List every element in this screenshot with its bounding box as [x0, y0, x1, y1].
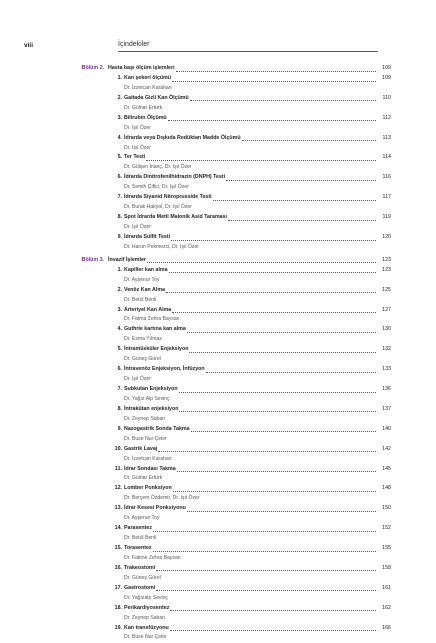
toc-entry	[0, 325, 436, 335]
entry-author: Dr. İzzetcan Karahan	[124, 455, 172, 462]
entry-title[interactable]: İdrar Sondası Takma	[124, 465, 176, 472]
entry-number: 17.	[114, 584, 122, 591]
entry-author: Dr. Güneş Gürel	[124, 356, 161, 363]
entry-title[interactable]: Parasentez	[124, 525, 152, 532]
entry-title[interactable]: Arteriyel Kan Alma	[124, 306, 172, 313]
running-header-title: İçindekiler	[118, 41, 150, 48]
entry-author: Dr. Zeynep Saban	[124, 415, 166, 422]
entry-page-number: 114	[382, 154, 391, 161]
page-number: viii	[24, 42, 34, 49]
entry-author: Dr. Yağızalp Sevinç	[124, 594, 168, 601]
entry-number: 10.	[114, 445, 122, 452]
author-row	[0, 534, 436, 544]
entry-author: Dr. Yağız Alp Sevinç	[124, 395, 170, 402]
entry-page-number: 130	[382, 326, 391, 333]
author-row	[0, 514, 436, 524]
author-row	[0, 574, 436, 584]
entry-title[interactable]: Gaitada Gizli Kan Ölçümü	[124, 94, 189, 101]
dot-leader	[179, 392, 376, 393]
entry-number: 1.	[117, 74, 122, 81]
chapter-label: Bölüm 3.	[81, 256, 104, 263]
author-row	[0, 415, 436, 425]
dot-leader	[172, 81, 376, 82]
toc-entry	[0, 445, 436, 455]
entry-number: 4.	[117, 134, 122, 141]
entry-page-number: 140	[382, 425, 391, 432]
entry-author: Dr. İzzetcan Karahan	[124, 84, 172, 91]
entry-number: 2.	[117, 286, 122, 293]
dot-leader	[166, 292, 376, 293]
entry-page-number: 127	[382, 306, 391, 313]
toc-entry	[0, 213, 436, 223]
toc-entry	[0, 233, 436, 243]
entry-page-number: 125	[382, 286, 391, 293]
dot-leader	[191, 431, 376, 432]
author-row	[0, 84, 436, 94]
entry-page-number: 119	[382, 214, 391, 221]
dot-leader	[179, 411, 376, 412]
entry-number: 11.	[114, 465, 122, 472]
dot-leader	[170, 610, 376, 611]
toc-entry	[0, 624, 436, 634]
entry-author: Dr. Ayşenur Toy	[124, 515, 160, 522]
entry-author: Dr. Zeynep Saban	[124, 614, 166, 621]
entry-page-number: 145	[382, 465, 391, 472]
entry-page-number: 113	[382, 134, 391, 141]
entry-title[interactable]: Gastrostomi	[124, 584, 156, 591]
entry-page-number: 137	[382, 405, 391, 412]
author-row	[0, 494, 436, 504]
toc-entry	[0, 484, 436, 494]
entry-title[interactable]: İntrakütan enjeksiyon	[124, 405, 179, 412]
entry-title[interactable]: Kan şekeri ölçümü	[124, 74, 172, 81]
entry-author: Dr. Işıl Özer	[124, 124, 151, 131]
entry-title[interactable]: İdrarda Dinitrofenilhidrazin (DNPH) Testi	[124, 174, 226, 181]
entry-title[interactable]: Trakeostomi	[124, 564, 156, 571]
dot-leader	[206, 372, 376, 373]
author-row	[0, 375, 436, 385]
entry-author: Dr. Berçem Özdemir, Dr. Işıl Özer	[124, 495, 200, 502]
dot-leader	[189, 352, 376, 353]
entry-number: 3.	[117, 306, 122, 313]
author-row	[0, 474, 436, 484]
author-row	[0, 243, 436, 253]
toc-entry	[0, 405, 436, 415]
author-row	[0, 594, 436, 604]
dot-leader	[226, 180, 376, 181]
author-row	[0, 335, 436, 345]
entry-author: Dr. Ayşenur Toy	[124, 276, 160, 283]
chapter-title[interactable]: İnvazif İşlemler	[108, 256, 146, 263]
toc-entry	[0, 544, 436, 554]
entry-page-number: 136	[382, 386, 391, 392]
toc-entry	[0, 385, 436, 395]
entry-page-number: 112	[382, 114, 391, 121]
entry-author: Dr. Burak Hakyol, Dr. Işıl Özer	[124, 204, 192, 211]
entry-number: 12.	[114, 485, 122, 492]
entry-number: 16.	[114, 564, 122, 571]
dot-leader	[147, 262, 376, 263]
dot-leader	[242, 140, 376, 141]
entry-author: Dr. Gülnar Ertürk	[124, 104, 163, 111]
entry-page-number: 152	[382, 525, 391, 532]
dot-leader	[158, 451, 376, 452]
author-row	[0, 315, 436, 325]
dot-leader	[169, 272, 376, 273]
entry-page-number: 161	[382, 584, 391, 591]
entry-author: Dr. Buse Nur Çeler	[124, 634, 167, 641]
entry-page-number: 148	[382, 485, 391, 492]
entry-page-number: 132	[382, 346, 391, 353]
entry-number: 9.	[117, 425, 122, 432]
toc-entry	[0, 74, 436, 84]
entry-author: Dr. Fatime Zehra Baysan	[124, 554, 181, 561]
entry-author: Dr. Gülnar Ertürk	[124, 475, 163, 482]
dot-leader	[170, 630, 376, 631]
entry-title[interactable]: İntravenöz Enjeksiyon, İnfüzyon	[124, 366, 205, 373]
dot-leader	[173, 491, 376, 492]
entry-title[interactable]: Kan transfüzyonu	[124, 624, 169, 631]
author-row	[0, 276, 436, 286]
toc-entry	[0, 365, 436, 375]
entry-author: Dr. Gülşen İnanç, Dr. Işıl Özer	[124, 164, 192, 171]
author-row	[0, 183, 436, 193]
entry-title[interactable]: Gastrik Lavaj	[124, 445, 158, 452]
entry-title[interactable]: Bilirubin Ölçümü	[124, 114, 167, 121]
toc-entry	[0, 465, 436, 475]
dot-leader	[146, 160, 376, 161]
entry-page-number: 155	[382, 545, 391, 551]
entry-number: 19.	[114, 624, 122, 631]
dot-leader	[153, 531, 376, 532]
entry-author: Dr. Betül Benli	[124, 296, 157, 303]
entry-author: Dr. Betül Benli	[124, 535, 157, 542]
entry-page-number: 116	[382, 174, 391, 181]
author-row	[0, 163, 436, 173]
entry-title[interactable]: Perikardiyosentez	[124, 604, 170, 611]
dot-leader	[156, 570, 376, 571]
entry-number: 7.	[117, 194, 122, 201]
entry-page-number: 166	[382, 624, 391, 631]
author-row	[0, 395, 436, 405]
entry-page-number: 117	[382, 194, 391, 201]
entry-title[interactable]: Venöz Kan Alma	[124, 286, 166, 293]
toc-entry	[0, 306, 436, 316]
header-rule	[118, 51, 378, 52]
entry-author: Dr. Işıl Özer	[124, 376, 151, 383]
dot-leader	[156, 590, 376, 591]
dot-leader	[177, 471, 376, 472]
toc-entry	[0, 266, 436, 276]
entry-number: 3.	[117, 114, 122, 121]
toc-entry	[0, 193, 436, 203]
toc-entry	[0, 153, 436, 163]
entry-author: Dr. Esma Yılmaz	[124, 336, 162, 343]
entry-number: 5.	[117, 154, 122, 161]
author-row	[0, 355, 436, 365]
entry-number: 6.	[117, 366, 122, 373]
entry-page-number: 142	[382, 445, 391, 452]
toc-entry	[0, 504, 436, 514]
entry-number: 2.	[117, 94, 122, 101]
entry-author: Dr. Buse Nur Çeler	[124, 435, 167, 442]
entry-number: 8.	[117, 214, 122, 221]
author-row	[0, 124, 436, 134]
entry-author: Dr. Semih Çiftci, Dr. Işıl Özer	[124, 184, 189, 191]
chapter-page-number: 123	[382, 256, 391, 263]
dot-leader	[190, 100, 376, 101]
entry-title[interactable]: Ter Testi	[124, 154, 146, 161]
dot-leader	[187, 332, 376, 333]
chapter-page-number: 109	[382, 65, 391, 71]
entry-author: Dr. Işıl Özer	[124, 224, 151, 230]
entry-number: 7.	[117, 386, 122, 392]
toc-entry	[0, 173, 436, 183]
entry-number: 18.	[114, 604, 122, 611]
entry-title[interactable]: İdrar Kesesi Ponksiyonu	[124, 505, 186, 512]
author-row	[0, 104, 436, 114]
table-of-contents	[0, 64, 436, 643]
entry-number: 14.	[114, 525, 122, 532]
toc-entry	[0, 114, 436, 124]
toc-entry	[0, 286, 436, 296]
toc-entry	[0, 345, 436, 355]
entry-author: Dr. Harun Pekmezci, Dr. Işıl Özer	[124, 243, 200, 250]
entry-title[interactable]: İdrarda Siyanid Nitroprusside Testi	[124, 194, 212, 201]
author-row	[0, 144, 436, 154]
toc-entry	[0, 604, 436, 614]
dot-leader	[228, 220, 376, 221]
chapter-title[interactable]: Hasta başı ölçüm işlemleri	[108, 65, 175, 71]
toc-entry	[0, 94, 436, 104]
author-row	[0, 203, 436, 213]
dot-leader	[153, 551, 376, 552]
entry-title[interactable]: Nazogastrik Sonda Takma	[124, 425, 190, 432]
entry-number: 15.	[114, 545, 122, 551]
dot-leader	[213, 200, 376, 201]
author-row	[0, 223, 436, 233]
entry-author: Dr. Fatma Zehra Baysan	[124, 316, 180, 323]
author-row	[0, 435, 436, 445]
entry-number: 13.	[114, 505, 122, 512]
dot-leader	[172, 312, 376, 313]
entry-page-number: 120	[382, 233, 391, 240]
entry-author: Dr. Güneş Gürel	[124, 574, 161, 581]
entry-title[interactable]: Kapiller kan alma	[124, 266, 168, 273]
entry-title[interactable]: Lomber Ponksiyon	[124, 485, 172, 492]
author-row	[0, 633, 436, 643]
chapter-label: Bölüm 2.	[81, 65, 104, 71]
entry-title[interactable]: Torasentez	[124, 545, 152, 551]
entry-title[interactable]: İdrarda veya Dışkıda Redüktan Madde Ölçümü	[124, 134, 241, 141]
entry-page-number: 162	[382, 604, 391, 611]
author-row	[0, 296, 436, 306]
author-row	[0, 614, 436, 624]
entry-number: 9.	[117, 233, 122, 240]
dot-leader	[176, 71, 376, 72]
entry-page-number: 133	[382, 366, 391, 373]
entry-number: 8.	[117, 405, 122, 412]
toc-entry	[0, 425, 436, 435]
entry-title[interactable]: İdrarda Sülfit Testi	[124, 233, 171, 240]
entry-page-number: 158	[382, 564, 391, 571]
author-row	[0, 554, 436, 564]
dot-leader	[171, 240, 376, 241]
entry-page-number: 109	[382, 74, 391, 81]
entry-title[interactable]: Spot İdrarda Metil Malonik Asid Taraması	[124, 214, 228, 221]
toc-entry	[0, 524, 436, 534]
entry-page-number: 150	[382, 505, 391, 512]
entry-number: 6.	[117, 174, 122, 181]
entry-title[interactable]: İntramüsküler Enjeksiyon	[124, 346, 189, 353]
toc-entry	[0, 134, 436, 144]
chapter-row	[0, 64, 436, 74]
entry-number: 5.	[117, 346, 122, 353]
entry-page-number: 123	[382, 266, 391, 273]
chapter-row	[0, 256, 436, 266]
author-row	[0, 455, 436, 465]
entry-title[interactable]: Subkutan Enjeksiyon	[124, 386, 178, 392]
entry-author: Dr. Işıl Özer	[124, 144, 151, 151]
toc-entry	[0, 584, 436, 594]
entry-title[interactable]: Guthrie kartına kan alma	[124, 326, 186, 333]
entry-page-number: 110	[382, 94, 391, 101]
entry-number: 1.	[117, 266, 122, 273]
entry-number: 4.	[117, 326, 122, 333]
dot-leader	[187, 511, 376, 512]
dot-leader	[168, 120, 376, 121]
toc-entry	[0, 564, 436, 574]
